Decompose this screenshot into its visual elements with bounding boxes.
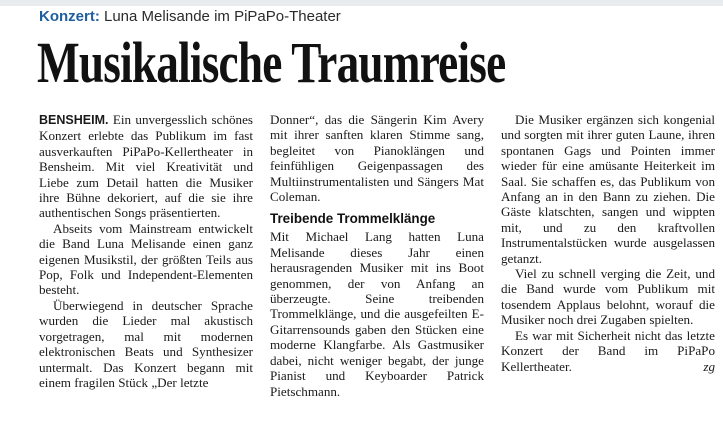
dateline: BENSHEIM. — [39, 113, 109, 127]
column-1 — [39, 112, 253, 399]
paragraph — [39, 112, 253, 221]
paragraph: Donner“, das die Sängerin Kim Avery mit ihrer sanften klaren Stimme sang, begleitet von Pianoklängen und feinfühligen Geigenpassagen des Multiinstrumentalisten und Sängers Mat Coleman. — [270, 112, 484, 205]
paragraph: Es war mit Sicherheit nicht das letzte Konzert der Band im PiPaPo Kellertheater. — [501, 327, 715, 374]
article-kicker — [39, 8, 341, 26]
column-3 — [501, 112, 715, 399]
top-strip — [0, 0, 723, 6]
column-2 — [270, 112, 484, 399]
author-initials: zg — [703, 358, 715, 374]
subheading: Treibende Trommelklänge — [270, 211, 436, 227]
paragraph: Viel zu schnell verging die Zeit, und die Band wurde vom Publikum mit tosendem Applaus belohnt, worauf die Musiker noch drei Zugaben spielten. — [501, 266, 715, 328]
paragraph: Abseits vom Mainstream entwickelt die Band Luna Melisande einen ganz eigenen Musikstil, der größten Teils aus Pop, Folk und Independent-Elementen besteht. — [39, 220, 253, 298]
kicker-text: Luna Melisande im PiPaPo-Theater — [99, 8, 341, 25]
article-headline: Musikalische Traumreise — [37, 30, 506, 95]
kicker-label: Konzert: — [39, 8, 100, 25]
paragraph: Überwiegend in deutscher Sprache wurden die Lieder mal akustisch vorgetragen, mal mit modernen elektronischen Beats und Synthesizer untermalt. Das Konzert begann mit einem fragilen Stück „Der letzte — [39, 297, 253, 390]
paragraph: Die Musiker ergänzen sich kongenial und sorgten mit ihrer guten Laune, ihren spontanen Gags und Pointen immer wieder für eine amüsante Heiterkeit im Saal. Sie schaffen es, das Publikum von Anfang an in den Bann zu ziehen. Die Gäste klatschten, sangen und wippten mit, und zu den kraftvollen Instrumentalstücken wurde ausgelassen getanzt. — [501, 112, 715, 266]
article-body — [39, 112, 715, 399]
paragraph-text: Ein unvergesslich schönes Konzert erlebte das Publikum im fast ausverkauften PiPaPo-Kellertheater in Bensheim. Mit viel Kreativität und Liebe zum Detail hatten die Musiker ihre Bühne dekoriert, auf die sie ihre authentischen Songs präsentierten. — [39, 112, 253, 221]
paragraph: Mit Michael Lang hatten Luna Melisande dieses Jahr einen herausragenden Musiker mit ins Boot genommen, der von Anfang an überzeugte. Seine treibenden Trommelklänge, und die ausgefeilten E-Gitarrensounds gaben den Stücken eine moderne Klangfarbe. Als Gastmusiker dabei, nicht weniger begabt, der junge Pianist und Keyboarder Patrick Pietschmann. — [270, 229, 484, 399]
